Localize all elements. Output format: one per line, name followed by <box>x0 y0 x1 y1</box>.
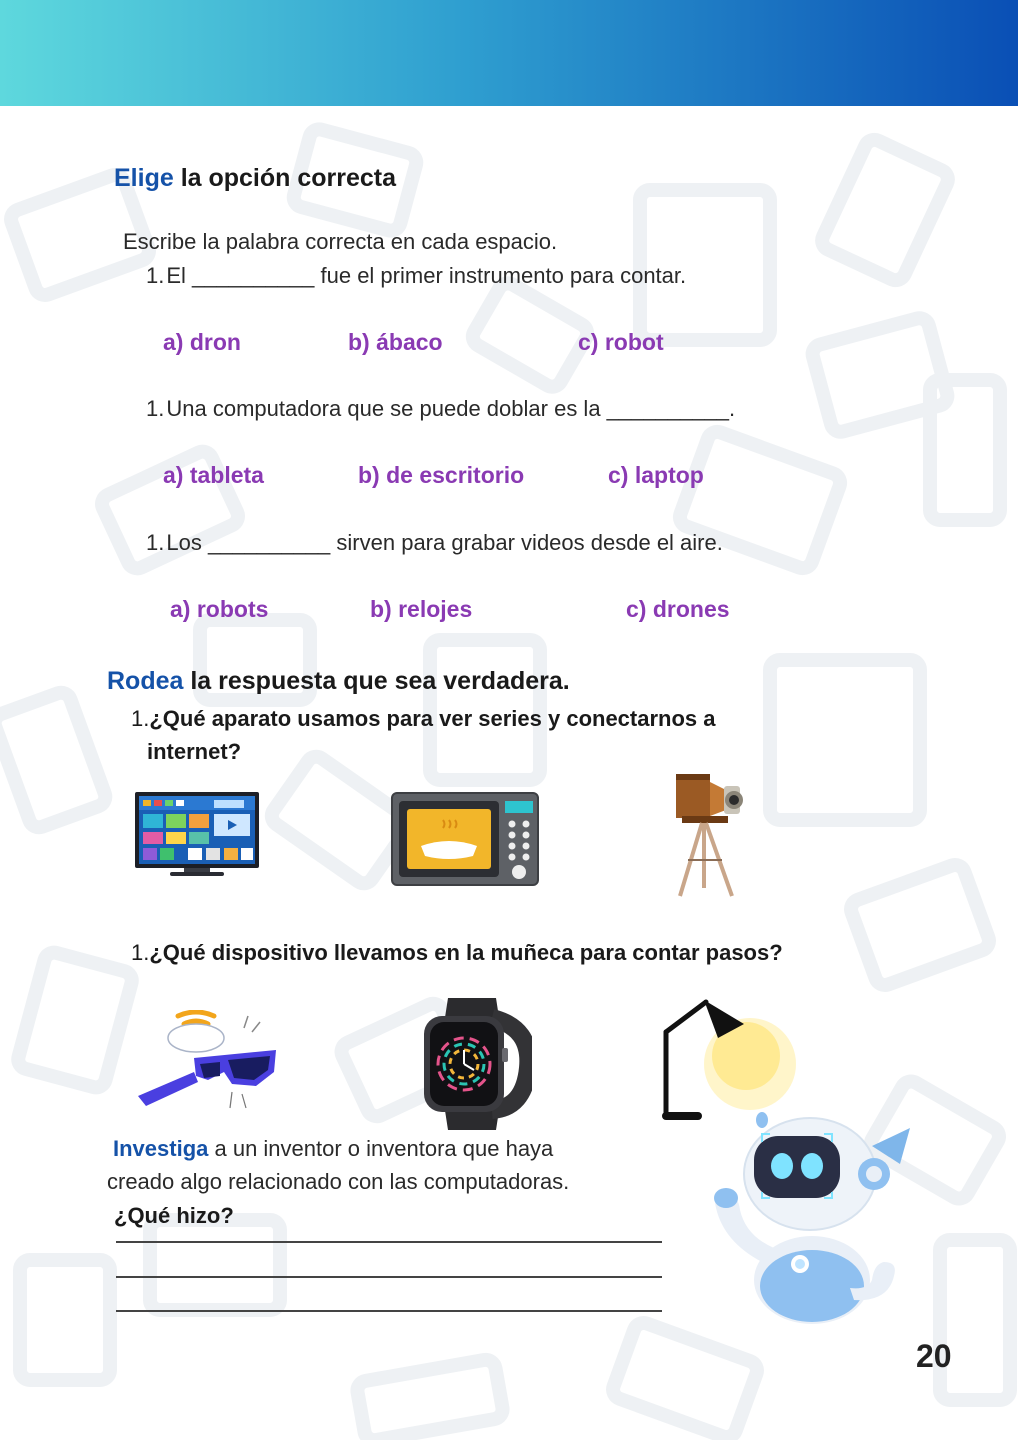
question-text: Una computadora que se puede doblar es la __________. <box>166 396 736 421</box>
research-line1-rest: a un inventor o inventora que haya <box>208 1136 554 1161</box>
section1-title-rest: la opción correcta <box>173 164 397 192</box>
option-a[interactable]: a) dron <box>163 329 241 355</box>
option-b[interactable]: b) de escritorio <box>358 462 525 488</box>
option-c[interactable]: c) robot <box>578 329 664 355</box>
question-number: 1. <box>131 940 150 965</box>
question-text-line1: ¿Qué aparato usamos para ver series y conectarnos a <box>149 706 716 731</box>
answer-line[interactable] <box>116 1276 662 1278</box>
research-keyword: Investiga <box>113 1136 209 1161</box>
smart-tv-icon[interactable] <box>134 790 260 880</box>
option-c[interactable]: c) drones <box>626 596 730 622</box>
section1-instruction: Escribe la palabra correcta en cada espacio. <box>123 229 558 254</box>
research-line1 <box>113 1136 553 1162</box>
section2-title-rest: la respuesta que sea verdadera. <box>183 667 570 695</box>
page-number: 20 <box>916 1338 952 1374</box>
question-text: Los __________ sirven para grabar videos desde el aire. <box>166 530 723 555</box>
question-text-line1: ¿Qué dispositivo llevamos en la muñeca para contar pasos? <box>149 940 783 965</box>
question-number: 1. <box>146 396 165 421</box>
section1-title <box>114 164 396 193</box>
research-prompt: ¿Qué hizo? <box>114 1203 234 1228</box>
header-band <box>0 0 1018 106</box>
question-number: 1. <box>146 530 165 555</box>
option-a[interactable]: a) tableta <box>163 462 264 488</box>
research-line2: creado algo relacionado con las computadoras. <box>107 1169 570 1194</box>
fill-question-2 <box>146 396 735 422</box>
circle-question-1 <box>131 706 716 732</box>
option-c[interactable]: c) laptop <box>608 462 704 488</box>
answer-line[interactable] <box>116 1241 662 1243</box>
answer-line[interactable] <box>116 1310 662 1312</box>
question-text-line2: internet? <box>147 739 242 764</box>
section1-title-keyword: Elige <box>114 164 174 192</box>
section2-title <box>107 667 570 696</box>
circle-question-2 <box>131 940 783 966</box>
question-text: El __________ fue el primer instrumento para contar. <box>166 263 687 288</box>
smartwatch-icon[interactable] <box>414 998 532 1130</box>
section2-title-keyword: Rodea <box>107 667 184 695</box>
question-number: 1. <box>131 706 150 731</box>
fill-question-1 <box>146 263 686 289</box>
option-b[interactable]: b) ábaco <box>348 329 443 355</box>
question-number: 1. <box>146 263 165 288</box>
smart-glasses-icon[interactable] <box>134 1010 284 1114</box>
microwave-icon[interactable] <box>391 792 539 886</box>
vintage-camera-icon[interactable] <box>664 770 748 898</box>
option-a[interactable]: a) robots <box>170 596 269 622</box>
fill-question-3 <box>146 530 723 556</box>
option-b[interactable]: b) relojes <box>370 596 473 622</box>
robot-mascot-icon <box>704 1112 918 1330</box>
desk-lamp-icon[interactable] <box>658 996 814 1128</box>
